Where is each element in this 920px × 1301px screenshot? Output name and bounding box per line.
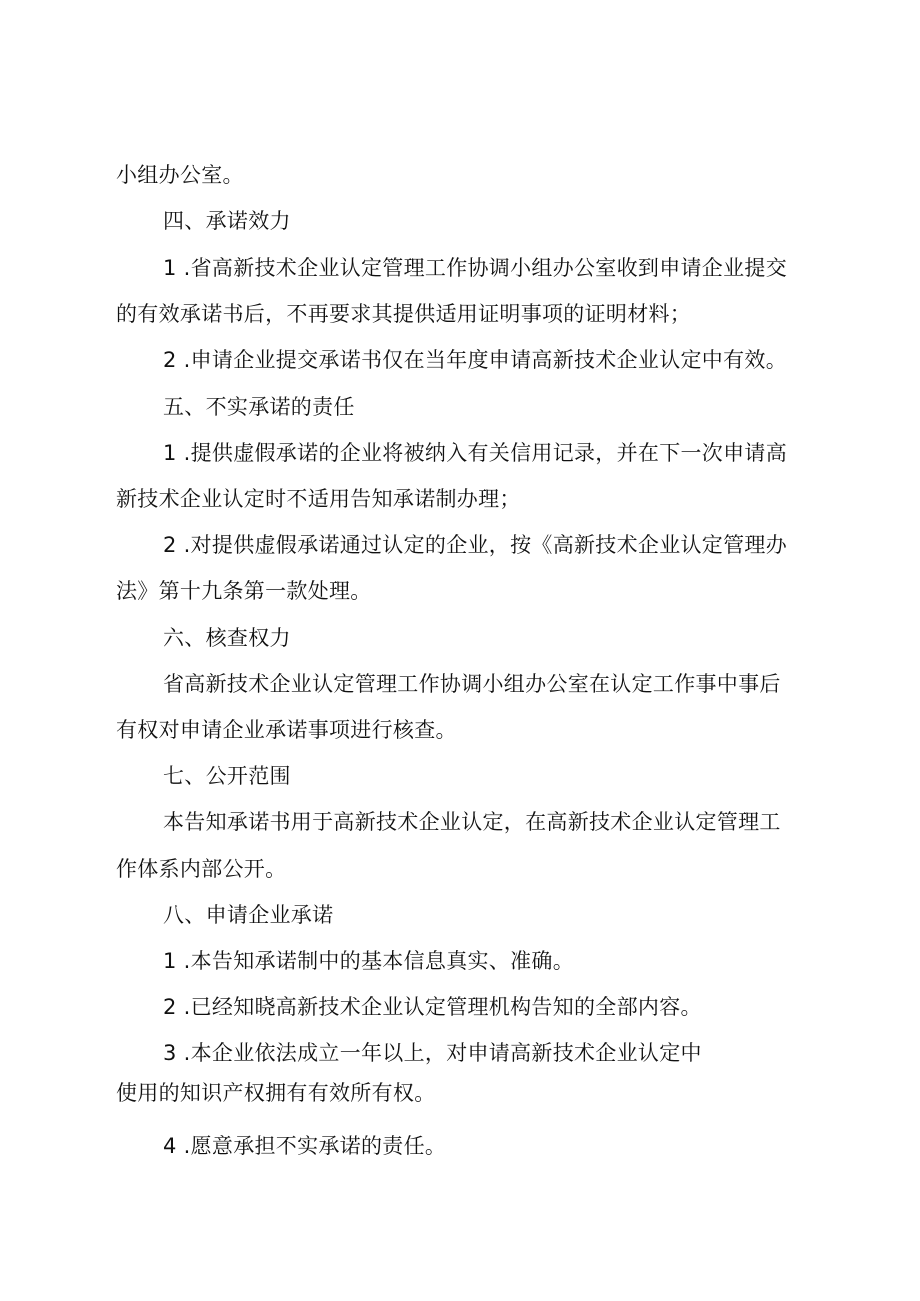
paragraph-line: 本告知承诺书用于高新技术企业认定，在高新技术企业认定管理工 <box>163 810 781 834</box>
paragraph-line: 作体系内部公开。 <box>116 857 287 881</box>
paragraph-line: 有权对申请企业承诺事项进行核查。 <box>116 718 457 742</box>
paragraph-line: 2 .申请企业提交承诺书仅在当年度申请高新技术企业认定中有效。 <box>163 348 788 372</box>
section-heading: 五、不实承诺的责任 <box>163 395 355 419</box>
paragraph-line: 3 .本企业依法成立一年以上，对申请高新技术企业认定中 <box>163 1041 702 1065</box>
paragraph-line: 省高新技术企业认定管理工作协调小组办公室在认定工作事中事后 <box>163 672 781 696</box>
paragraph-line: 使用的知识产权拥有有效所有权。 <box>116 1081 436 1105</box>
paragraph-line: 2 .对提供虚假承诺通过认定的企业，按《高新技术企业认定管理办 <box>163 533 788 557</box>
section-heading: 六、核查权力 <box>163 626 291 650</box>
section-heading: 四、承诺效力 <box>163 209 291 233</box>
paragraph-line: 新技术企业认定时不适用告知承诺制办理； <box>116 487 521 511</box>
section-heading: 七、公开范围 <box>163 764 291 788</box>
paragraph-line: 小组办公室。 <box>116 163 244 187</box>
paragraph-line: 1 .省高新技术企业认定管理工作协调小组办公室收到申请企业提交 <box>163 256 788 280</box>
paragraph-line: 1 .提供虚假承诺的企业将被纳入有关信用记录，并在下一次申请高 <box>163 441 788 465</box>
paragraph-line: 的有效承诺书后，不再要求其提供适用证明事项的证明材料； <box>116 302 692 326</box>
paragraph-line: 1 .本告知承诺制中的基本信息真实、准确。 <box>163 949 575 973</box>
paragraph-line: 4 .愿意承担不实承诺的责任。 <box>163 1134 447 1158</box>
paragraph-line: 法》第十九条第一款处理。 <box>116 579 372 603</box>
section-heading: 八、申请企业承诺 <box>163 903 334 927</box>
paragraph-line: 2 .已经知晓高新技术企业认定管理机构告知的全部内容。 <box>163 995 702 1019</box>
